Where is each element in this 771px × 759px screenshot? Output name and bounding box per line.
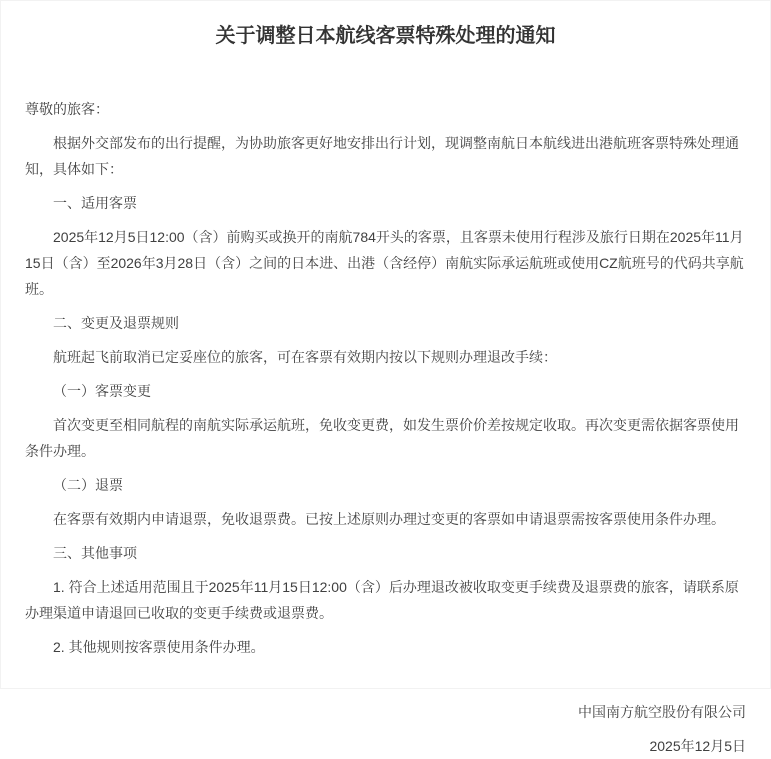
- notice-paragraph: 一、适用客票: [53, 195, 137, 211]
- signature-company: 中国南方航空股份有限公司: [578, 704, 746, 720]
- notice-paragraph: 在客票有效期内申请退票，免收退票费。已按上述原则办理过变更的客票如申请退票需按客票使用条件办理。: [53, 511, 725, 527]
- notice-paragraph: 二、变更及退票规则: [53, 315, 179, 331]
- signature-date: 2025年12月5日: [649, 738, 746, 754]
- notice-salutation: 尊敬的旅客：: [25, 101, 109, 117]
- notice-signature: [25, 699, 746, 759]
- notice-paragraph: 首次变更至相同航程的南航实际承运航班，免收变更费，如发生票价价差按规定收取。再次变更需依据客票使用条件办理。: [25, 417, 739, 459]
- notice-paragraph: 2. 其他规则按客票使用条件办理。: [53, 639, 265, 655]
- notice-paragraph: 三、其他事项: [53, 545, 137, 561]
- notice-paragraph: 2025年12月5日12:00（含）前购买或换开的南航784开头的客票，且客票未使用行程涉及旅行日期在2025年11月15日（含）至2026年3月28日（含）之间的日本进、出港（含经停）南航实际承运航班或使用CZ航班号的代码共享航班。: [25, 229, 744, 297]
- notice-paragraph: 1. 符合上述适用范围且于2025年11月15日12:00（含）后办理退改被收取变更手续费及退票费的旅客，请联系原办理渠道申请退回已收取的变更手续费或退票费。: [25, 579, 739, 621]
- notice-paragraph: 根据外交部发布的出行提醒，为协助旅客更好地安排出行计划，现调整南航日本航线进出港航班客票特殊处理通知，具体如下：: [25, 135, 739, 177]
- notice-paragraph: （一）客票变更: [53, 383, 151, 399]
- notice-body: [25, 130, 746, 660]
- notice-paragraph: （二）退票: [53, 477, 123, 493]
- notice-paragraph: 航班起飞前取消已定妥座位的旅客，可在客票有效期内按以下规则办理退改手续：: [53, 349, 557, 365]
- notice-title: 关于调整日本航线客票特殊处理的通知: [215, 25, 556, 47]
